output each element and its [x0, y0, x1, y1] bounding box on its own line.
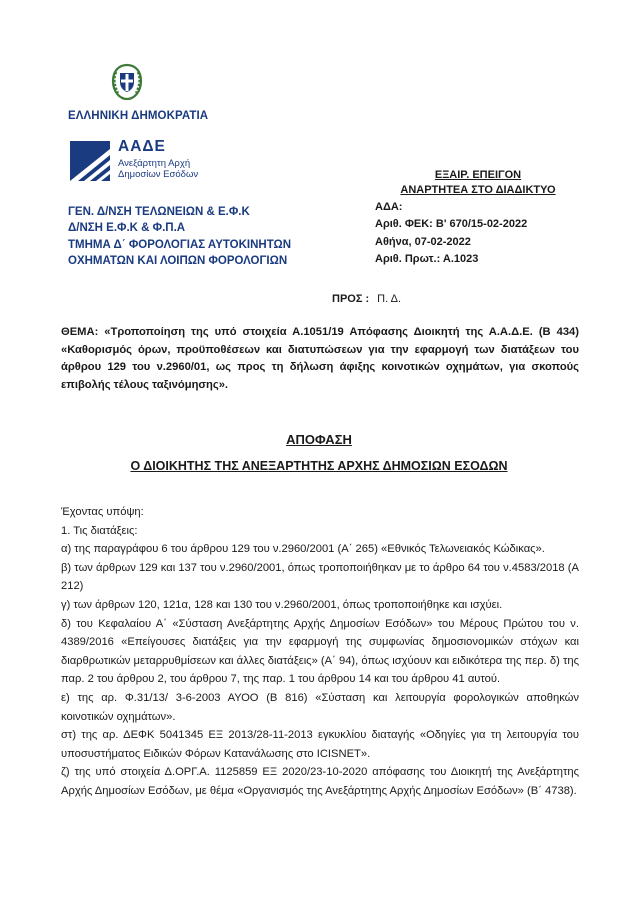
department-block	[68, 204, 291, 269]
authority-subtitle-line-1: Ανεξάρτητη Αρχή	[118, 158, 191, 169]
urgency-line: ΕΞΑΙΡ. ΕΠΕΙΓΟΝ	[434, 169, 522, 181]
authority-name: ΑΑΔΕ	[118, 138, 166, 155]
body-paragraph: β) των άρθρων 129 και 137 του ν.2960/2001, όπως τροποποιήθηκαν με το άρθρο 64 του ν.4583/2018 (Α 212)	[61, 561, 579, 593]
authority-subtitle-line-2: Δημοσίων Εσόδων	[118, 169, 199, 180]
department-line: Δ/ΝΣΗ Ε.Φ.Κ & Φ.Π.Α	[68, 222, 186, 235]
body-paragraph: γ) των άρθρων 120, 121α, 128 και 130 του ν.2960/2001, όπως τροποποιήθηκε και ισχύει.	[61, 598, 503, 611]
ada-ref: ΑΔΑ:	[375, 201, 403, 213]
department-line: ΤΜΗΜΑ Δ΄ ΦΟΡΟΛΟΓΙΑΣ ΑΥΤΟΚΙΝΗΤΩΝ	[68, 238, 292, 251]
recipient-label: ΠΡΟΣ :	[332, 293, 370, 305]
decision-subtitle: Ο ΔΙΟΙΚΗΤΗΣ ΤΗΣ ΑΝΕΞΑΡΤΗΤΗΣ ΑΡΧΗΣ ΔΗΜΟΣΙΩΝ ΕΣΟΔΩΝ	[130, 459, 508, 473]
body-paragraph: Έχοντας υπόψη:	[61, 506, 144, 518]
authority-subtitle	[118, 158, 198, 180]
protocol-ref: Αριθ. Πρωτ.: Α.1023	[375, 253, 479, 266]
republic-title: ΕΛΛΗΝΙΚΗ ΔΗΜΟΚΡΑΤΙΑ	[68, 110, 209, 122]
urgency-block	[398, 168, 558, 198]
greek-emblem-icon	[106, 62, 148, 102]
body-paragraph: στ) της αρ. ΔΕΦΚ 5041345 ΕΞ 2013/28-11-2013 εγκυκλίου διαταγής «Οδηγίες για τη λειτουργία του υποσυστήματος Ειδικών Φόρων Κατανάλωσης στο ICISNET».	[61, 729, 579, 760]
recipient	[332, 293, 401, 305]
aade-logo-icon	[70, 141, 110, 181]
date-ref: Αθήνα, 07-02-2022	[375, 235, 471, 248]
body-paragraph: α) της παραγράφου 6 του άρθρου 129 του ν.2960/2001 (Α΄ 265) «Εθνικός Τελωνειακός Κώδικας».	[61, 543, 545, 556]
body-paragraph: ε) της αρ. Φ.31/13/ 3-6-2003 ΑΥΟΟ (Β 816) «Σύσταση και λειτουργία φορολογικών αποθηκών κοινοτικών οχημάτων».	[61, 691, 579, 723]
fek-ref: Αριθ. ΦΕΚ: Β' 670/15-02-2022	[375, 218, 528, 231]
body-paragraph: 1. Τις διατάξεις:	[61, 524, 138, 537]
subject: ΘΕΜΑ: «Τροποποίηση της υπό στοιχεία Α.1051/19 Απόφασης Διοικητή της Α.Α.Δ.Ε. (Β 434) «Καθορισμός όρων, προϋποθέσεων και διατυπώσεων για την εφαρμογή των διατάξεων του άρθρου 129 του ν.2960/01, ως προς τη δήλωση άφιξης κοινοτικών οχημάτων, για σκοπούς επιβολής τέλους ταξινόμησης».	[61, 326, 579, 391]
body-text	[61, 503, 579, 801]
department-line: ΓΕΝ. Δ/ΝΣΗ ΤΕΛΩΝΕΙΩΝ & Ε.Φ.Κ	[68, 206, 250, 218]
body-paragraph: δ) του Κεφαλαίου Α΄ «Σύσταση Ανεξάρτητης Αρχής Δημοσίων Εσόδων» του Μέρους Πρώτου του ν. 4389/2016 «Επείγουσες διατάξεις για την εφαρμογή της συμφωνίας δημοσιονομικών στόχων και διαρθρωτικών μεταρρυθμίσεων και άλλες διατάξεις» (Α΄ 94), όπως ισχύουν και ειδικότερα της περ. δ) της παρ. 2 του άρθρου 2, του άρθρου 7, της παρ. 1 του άρθρου 14 και του άρθρου 41 αυτού.	[61, 617, 579, 686]
department-line: ΟΧΗΜΑΤΩΝ ΚΑΙ ΛΟΙΠΩΝ ΦΟΡΟΛΟΓΙΩΝ	[68, 254, 288, 267]
decision-title: ΑΠΟΦΑΣΗ	[286, 432, 352, 447]
urgency-line: ΑΝΑΡΤΗΤΕΑ ΣΤΟ ΔΙΑΔΙΚΤΥΟ	[400, 184, 556, 196]
reference-block	[375, 199, 527, 269]
recipient-value: Π. Δ.	[377, 293, 402, 305]
body-paragraph: ζ) της υπό στοιχεία Δ.ΟΡΓ.Α. 1125859 ΕΞ 2020/23-10-2020 απόφασης του Διοικητή της Ανεξάρτητης Αρχής Δημοσίων Εσόδων, με θέμα «Οργανισμός της Ανεξάρτητης Αρχής Δημοσίων Εσόδων» (Β΄ 4738).	[61, 766, 579, 797]
